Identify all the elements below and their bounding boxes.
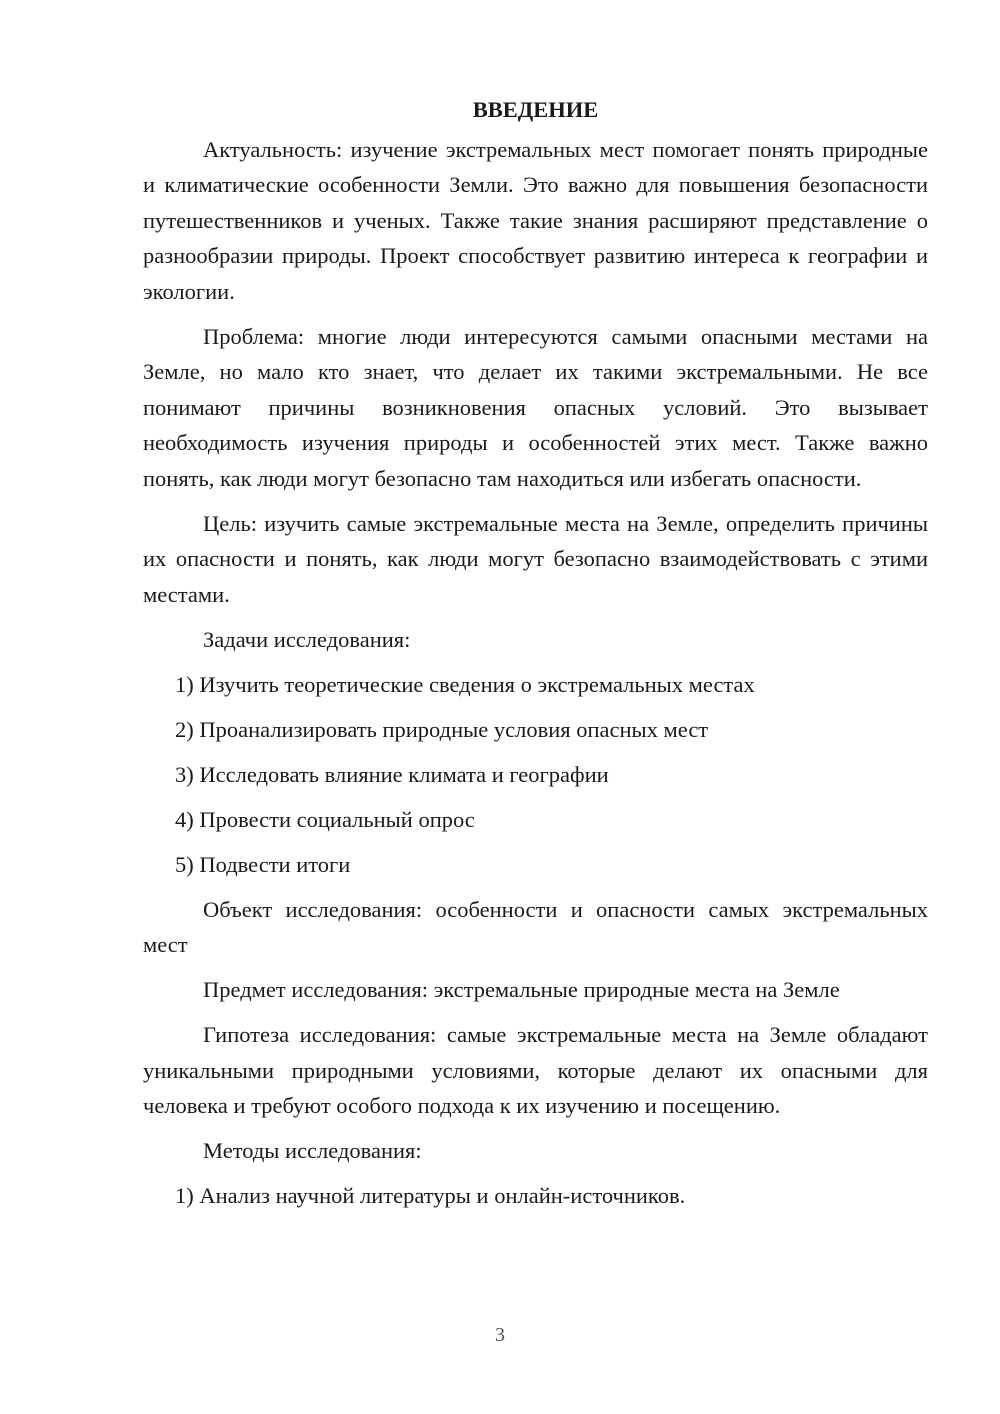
- method-item: 1) Анализ научной литературы и онлайн-источников.: [175, 1183, 686, 1208]
- goal-paragraph: Цель: изучить самые экстремальные места на Земле, определить причины их опасности и понять, как люди могут безопасно взаимодействовать с этими местами.: [143, 510, 928, 607]
- subject-paragraph: Предмет исследования: экстремальные природные места на Земле: [203, 977, 840, 1002]
- task-item: 5) Подвести итоги: [175, 851, 351, 877]
- page-number: 3: [495, 1324, 505, 1346]
- object-paragraph: Объект исследования: особенности и опасности самых экстремальных мест: [143, 896, 928, 957]
- task-item: 1) Изучить теоретические сведения о экстремальных местах: [175, 671, 755, 697]
- methods-heading: Методы исследования:: [203, 1138, 422, 1163]
- task-item: 3) Исследовать влияние климата и географии: [175, 761, 609, 787]
- problem-paragraph: Проблема: многие люди интересуются самыми опасными местами на Земле, но мало кто знает, что делает их такими экстремальными. Не все понимают причины возникновения опасных условий. Это вызывает необходимость изучения природы и особенностей этих мест. Также важно понять, как люди могут безопасно там находиться или избегать опасности.: [143, 323, 928, 491]
- task-item: 2) Проанализировать природные условия опасных мест: [175, 716, 709, 742]
- relevance-paragraph: Актуальность: изучение экстремальных мест помогает понять природные и климатические особенности Земли. Это важно для повышения безопасности путешественников и ученых. Также такие знания расширяют представление о разнообразии природы. Проект способствует развитию интереса к географии и экологии.: [143, 136, 928, 304]
- hypothesis-paragraph: Гипотеза исследования: самые экстремальные места на Земле обладают уникальными природными условиями, которые делают их опасными для человека и требуют особого подхода к их изучению и посещению.: [143, 1022, 928, 1118]
- page-content: [143, 92, 928, 1223]
- page-title: ВВЕДЕНИЕ: [472, 97, 599, 122]
- task-item: 4) Провести социальный опрос: [175, 806, 475, 832]
- methods-list: [143, 1178, 928, 1214]
- tasks-list: [143, 667, 928, 883]
- tasks-heading: Задачи исследования:: [203, 626, 411, 652]
